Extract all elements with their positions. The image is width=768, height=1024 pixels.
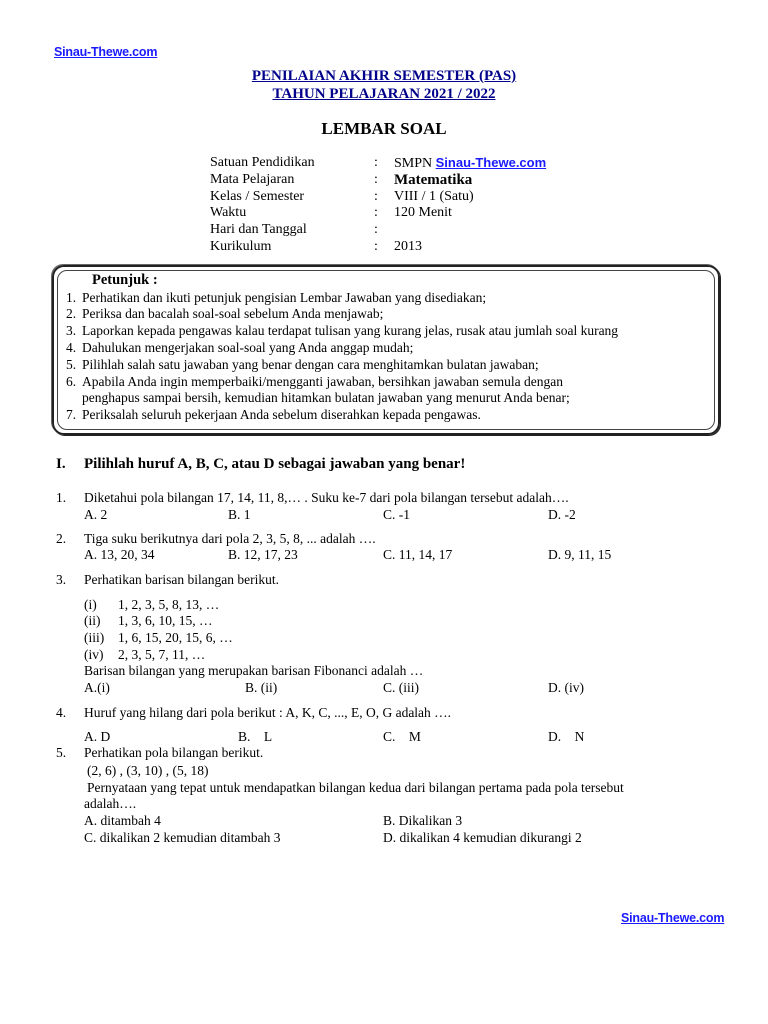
info-label: Hari dan Tanggal: [210, 222, 307, 237]
question-text: Tiga suku berikutnya dari pola 2, 3, 5, 8, ... adalah ….: [84, 531, 376, 546]
instructions-title: Petunjuk :: [92, 272, 158, 288]
site-link-top[interactable]: Sinau-Thewe.com: [54, 45, 158, 59]
option-d: D. N: [548, 729, 585, 744]
exam-heading: PENILAIAN AKHIR SEMESTER (PAS): [251, 68, 517, 84]
question-number: 1.: [56, 490, 67, 505]
info-colon: :: [374, 222, 378, 237]
option-b: B. 12, 17, 23: [228, 547, 298, 562]
instruction-number: 6.: [66, 374, 77, 389]
info-colon: :: [374, 239, 378, 254]
info-value: [394, 155, 546, 172]
question-stem: Barisan bilangan yang merupakan barisan Fibonanci adalah …: [84, 663, 424, 678]
sequence-value: 1, 2, 3, 5, 8, 13, …: [118, 597, 220, 612]
info-colon: :: [374, 155, 378, 170]
instruction-text: Periksa dan bacalah soal-soal sebelum Anda menjawab;: [82, 306, 384, 321]
option-d: D. 9, 11, 15: [548, 547, 612, 562]
info-value: 120 Menit: [394, 205, 452, 220]
instruction-text: Laporkan kepada pengawas kalau terdapat tulisan yang kurang jelas, rusak atau jumlah soal kurang: [82, 323, 619, 338]
question-text: Perhatikan pola bilangan berikut.: [84, 745, 264, 760]
instruction-number: 1.: [66, 290, 77, 305]
option-c: C. dikalikan 2 kemudian ditambah 3: [84, 830, 281, 845]
info-label: Kelas / Semester: [210, 189, 305, 204]
question-number: 5.: [56, 745, 67, 760]
info-value: VIII / 1 (Satu): [394, 189, 474, 204]
instruction-number: 7.: [66, 407, 77, 422]
info-label: Mata Pelajaran: [210, 172, 295, 187]
option-c: C. -1: [383, 507, 410, 522]
question-stem: Pernyataan yang tepat untuk mendapatkan bilangan kedua dari bilangan pertama pada pola tersebut: [87, 780, 624, 795]
school-name: SMPN: [394, 156, 433, 171]
option-d: D. dikalikan 4 kemudian dikurangi 2: [383, 830, 582, 845]
question-text: Perhatikan barisan bilangan berikut.: [84, 572, 279, 587]
question-number: 3.: [56, 572, 67, 587]
academic-year-heading: TAHUN PELAJARAN 2021 / 2022: [272, 86, 496, 102]
option-a: A. 2: [84, 507, 108, 522]
question-stem-continued: adalah….: [84, 796, 137, 811]
question-number: 2.: [56, 531, 67, 546]
option-a: A. 13, 20, 34: [84, 547, 155, 562]
info-value: 2013: [394, 239, 422, 254]
sequence-value: 2, 3, 5, 7, 11, …: [118, 647, 206, 662]
instruction-text: Apabila Anda ingin memperbaiki/mengganti jawaban, bersihkan jawaban semula dengan: [82, 374, 563, 389]
sequence-key: (i): [84, 597, 97, 612]
info-label: Kurikulum: [210, 239, 272, 254]
question-text: Huruf yang hilang dari pola berikut : A, K, C, ..., E, O, G adalah ….: [84, 705, 452, 720]
instruction-text: Periksalah seluruh pekerjaan Anda sebelum diserahkan kepada pengawas.: [82, 407, 481, 422]
sequence-key: (iii): [84, 630, 105, 645]
instruction-number: 5.: [66, 357, 77, 372]
instruction-number: 2.: [66, 306, 77, 321]
info-colon: :: [374, 189, 378, 204]
option-a: A. D: [84, 729, 111, 744]
option-d: D. -2: [548, 507, 576, 522]
info-label: Satuan Pendidikan: [210, 155, 315, 170]
sequence-key: (iv): [84, 647, 104, 662]
option-b: B. Dikalikan 3: [383, 813, 463, 828]
info-label: Waktu: [210, 205, 247, 220]
instruction-text: penghapus sampai bersih, kemudian hitamkan bulatan jawaban yang menurut Anda benar;: [82, 390, 570, 405]
option-b: B. (ii): [245, 680, 278, 695]
option-c: C. M: [383, 729, 421, 744]
info-value: Matematika: [394, 172, 473, 188]
sequence-value: 1, 3, 6, 10, 15, …: [118, 613, 213, 628]
option-b: B. L: [238, 729, 273, 744]
instruction-text: Pilihlah salah satu jawaban yang benar dengan cara menghitamkan bulatan jawaban;: [82, 357, 539, 372]
option-d: D. (iv): [548, 680, 584, 695]
sequence-key: (ii): [84, 613, 101, 628]
school-site-link[interactable]: Sinau-Thewe.com: [435, 155, 547, 170]
option-a: A. ditambah 4: [84, 813, 161, 828]
site-link-bottom[interactable]: Sinau-Thewe.com: [621, 911, 725, 925]
info-colon: :: [374, 205, 378, 220]
instruction-number: 3.: [66, 323, 77, 338]
sequence-value: 1, 6, 15, 20, 15, 6, …: [118, 630, 233, 645]
instruction-text: Dahulukan mengerjakan soal-soal yang Anda anggap mudah;: [82, 340, 414, 355]
option-c: C. 11, 14, 17: [383, 547, 453, 562]
section-instruction: Pilihlah huruf A, B, C, atau D sebagai jawaban yang benar!: [84, 456, 466, 472]
option-a: A.(i): [84, 680, 110, 695]
option-b: B. 1: [228, 507, 251, 522]
instruction-number: 4.: [66, 340, 77, 355]
number-pairs: (2, 6) , (3, 10) , (5, 18): [87, 763, 209, 778]
section-number: I.: [56, 456, 66, 472]
info-colon: :: [374, 172, 378, 187]
option-c: C. (iii): [383, 680, 419, 695]
question-text: Diketahui pola bilangan 17, 14, 11, 8,… . Suku ke-7 dari pola bilangan tersebut adalah….: [84, 490, 569, 505]
page-title: LEMBAR SOAL: [321, 119, 447, 138]
instruction-text: Perhatikan dan ikuti petunjuk pengisian Lembar Jawaban yang disediakan;: [82, 290, 487, 305]
question-number: 4.: [56, 705, 67, 720]
